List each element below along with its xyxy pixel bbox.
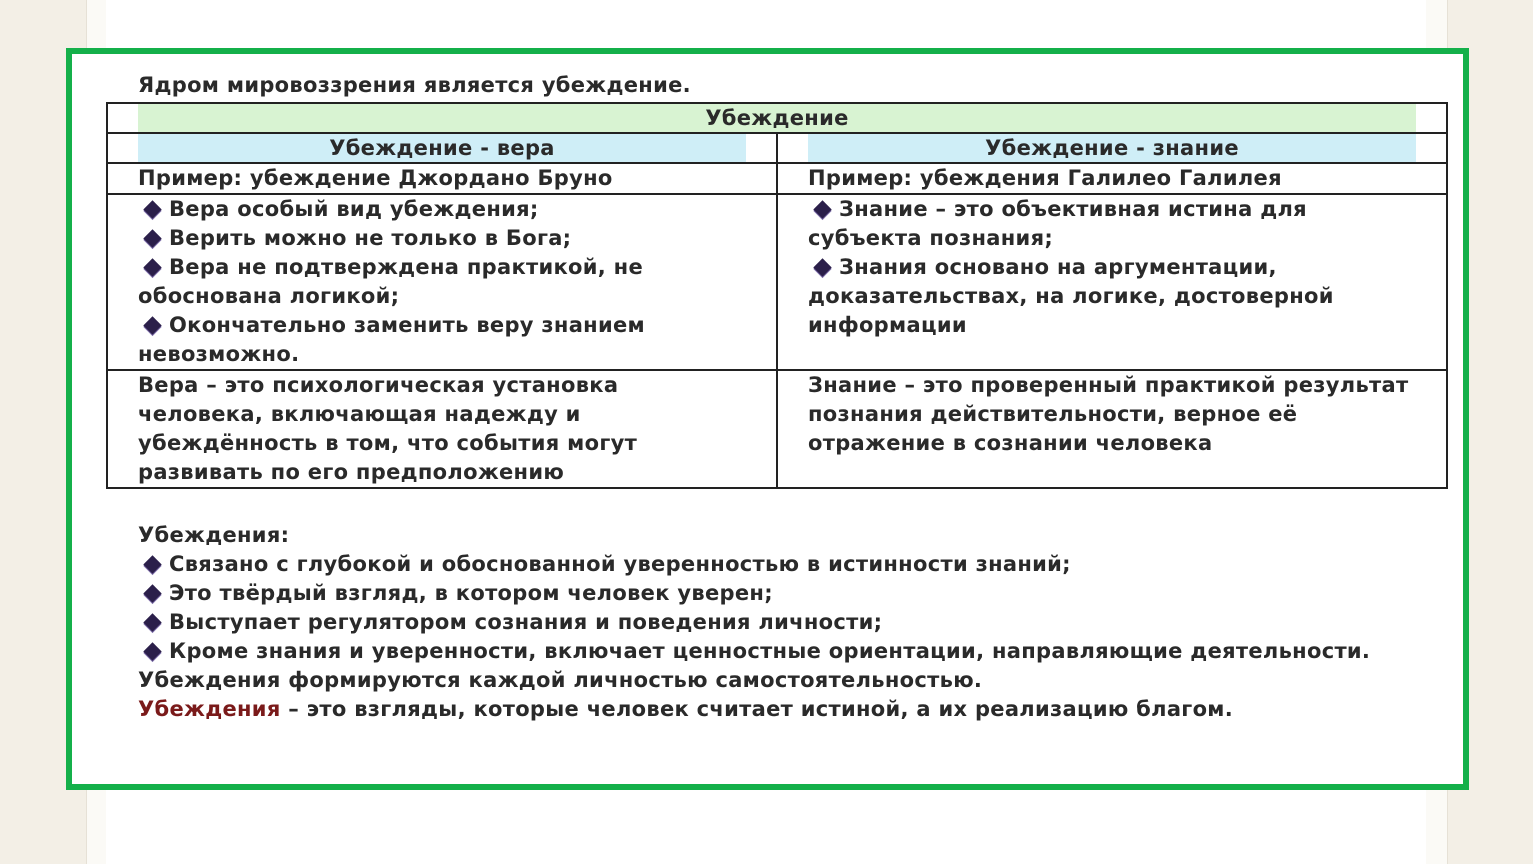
diamond-bullet-icon [143,642,161,660]
diamond-bullet-icon [813,200,831,218]
faith-point-2: Верить можно не только в Бога; [169,226,572,250]
diamond-bullet-icon [143,555,161,573]
summary-point-1: Связано с глубокой и обоснованной уверенностью в истинности знаний; [169,552,1071,576]
example-row [107,163,1447,194]
diamond-bullet-icon [143,316,161,334]
list-item [808,195,1416,253]
example-knowledge: Пример: убеждения Галилео Галилея [777,163,1447,194]
diamond-bullet-icon [143,258,161,276]
list-item [138,224,746,253]
definition-row [107,370,1447,488]
list-item [138,195,746,224]
slide-content [134,72,1424,724]
faith-point-4: Окончательно заменить веру знанием невозможно. [138,313,645,366]
faith-definition: Вера – это психологическая установка человека, включающая надежду и убеждённость в том, что события могут развивать по его предположению [107,370,777,488]
table-title: Убеждение [138,104,1416,132]
column-header-knowledge [777,133,1447,163]
column-header-faith-label: Убеждение - вера [138,134,746,162]
list-item [138,550,1424,579]
table-title-cell [107,103,1447,133]
comparison-table [106,102,1448,489]
list-item [138,311,746,369]
knowledge-definition: Знание – это проверенный практикой результат познания действительности, верное её отражение в сознании человека [777,370,1447,488]
definition-term: Убеждения [138,697,281,721]
diamond-bullet-icon [143,584,161,602]
definition-body: – это взгляды, которые человек считает истиной, а их реализацию благом. [280,697,1234,721]
column-header-faith [107,133,777,163]
definition-text [138,695,1424,724]
summary-heading: Убеждения: [138,523,290,547]
example-faith: Пример: убеждение Джордано Бруно [107,163,777,194]
formation-text: Убеждения формируются каждой личностью самостоятельностью. [138,668,983,692]
diamond-bullet-icon [143,200,161,218]
faith-points-cell [107,194,777,370]
diamond-bullet-icon [813,258,831,276]
summary-point-2: Это твёрдый взгляд, в котором человек уверен; [169,581,773,605]
column-header-knowledge-label: Убеждение - знание [808,134,1416,162]
green-frame [66,48,1469,790]
faith-point-3: Вера не подтверждена практикой, не обоснована логикой; [138,255,644,308]
intro-text: Ядром мировоззрения является убеждение. [138,73,691,97]
knowledge-point-2: Знания основано на аргументации, доказательствах, на логике, достоверной информации [808,255,1334,337]
column-header-row [107,133,1447,163]
summary-point-3: Выступает регулятором сознания и поведения личности; [169,610,883,634]
knowledge-point-1: Знание – это объективная истина для субъекта познания; [808,197,1307,250]
list-item [138,608,1424,637]
faith-point-1: Вера особый вид убеждения; [169,197,539,221]
knowledge-points-cell [777,194,1447,370]
diamond-bullet-icon [143,613,161,631]
summary-section [138,521,1424,724]
table-title-row [107,103,1447,133]
list-item [138,579,1424,608]
diamond-bullet-icon [143,229,161,247]
list-item [138,253,746,311]
list-item [808,253,1416,340]
points-row [107,194,1447,370]
summary-point-4: Кроме знания и уверенности, включает ценностные ориентации, направляющие деятельности. [169,639,1371,663]
list-item [138,637,1424,666]
